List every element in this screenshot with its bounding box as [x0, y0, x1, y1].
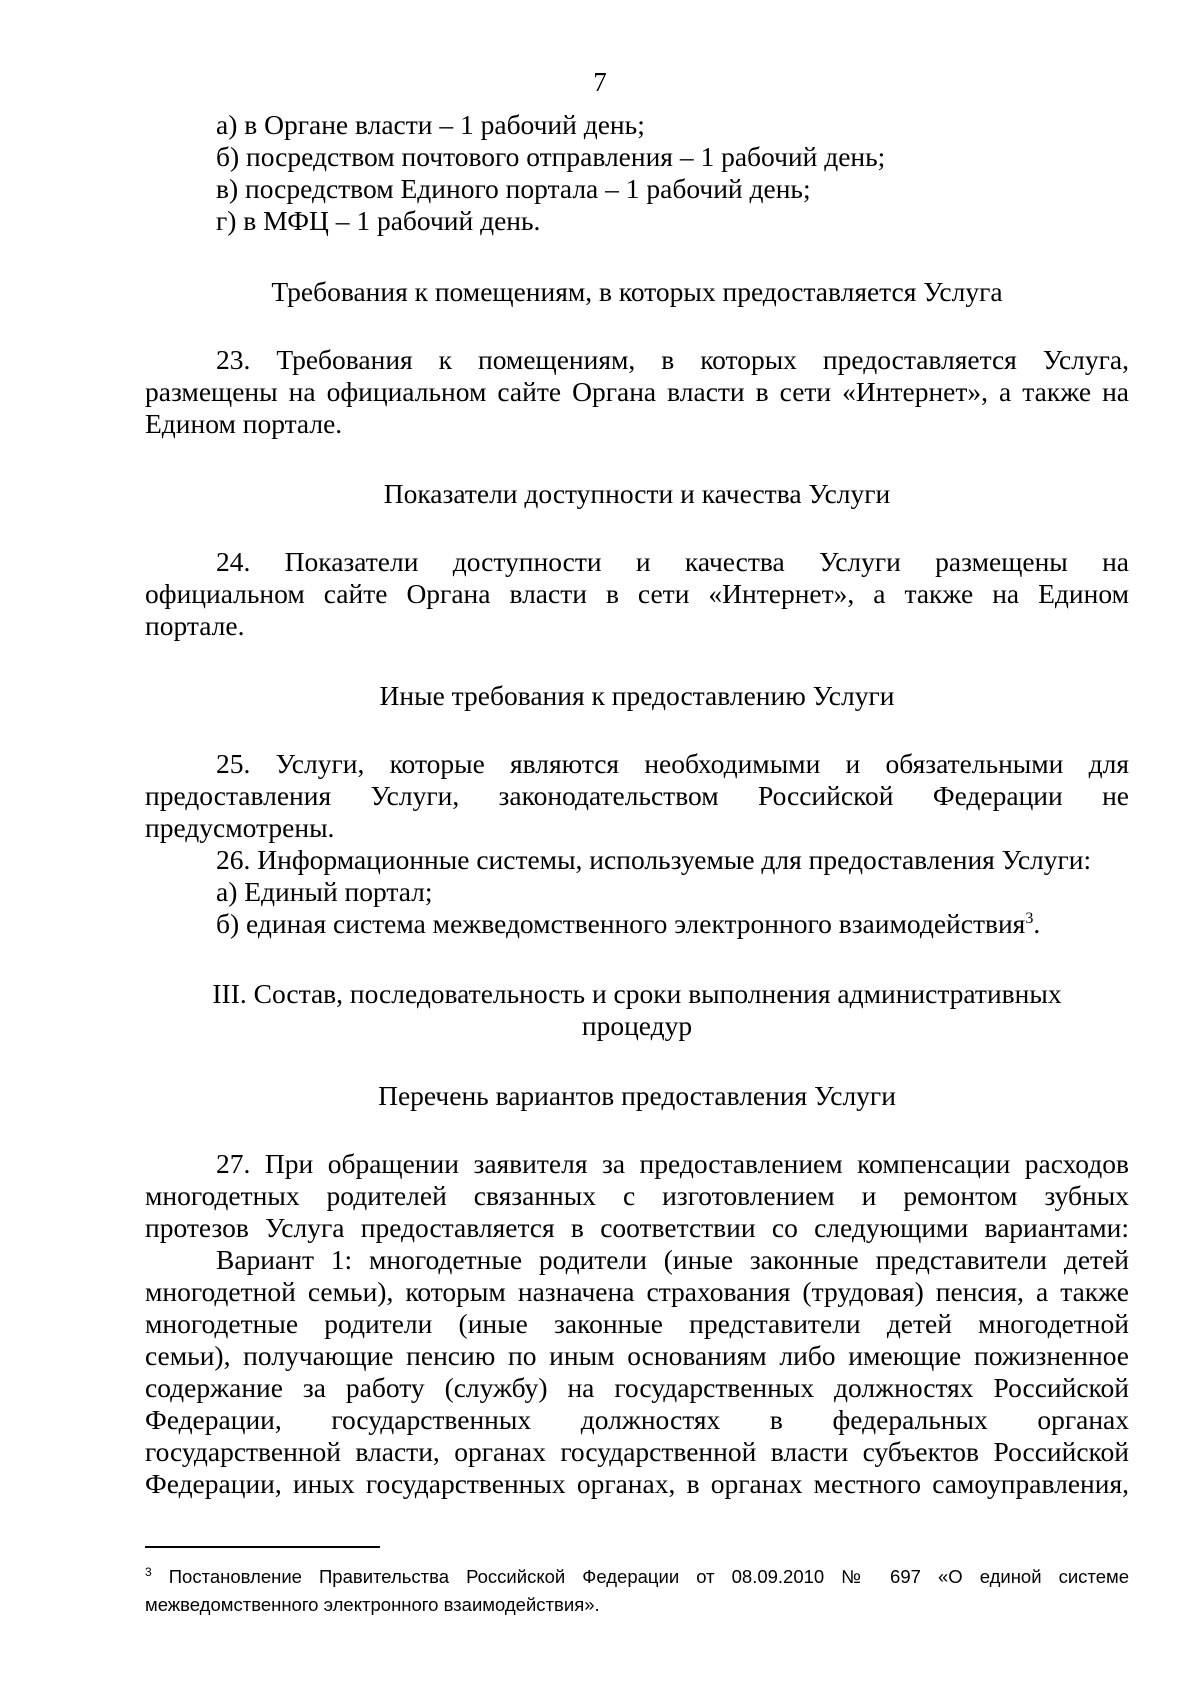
variant-1-line: Федерации, государственных должностях в федеральных органах — [145, 1404, 1129, 1435]
paragraph-23-line: Едином портале. — [145, 408, 343, 439]
paragraph-24-line: портале. — [145, 610, 245, 641]
paragraph-27-line: 27. При обращении заявителя за предоставлением компенсации расходов — [216, 1148, 1129, 1179]
list-item: в) посредством Единого портала – 1 рабочий день; — [216, 173, 811, 204]
variant-1-line: государственной власти, органах государственной власти субъектов Российской — [145, 1436, 1129, 1467]
chapter-heading-line: процедур — [581, 1010, 693, 1041]
footnote-mark: 3 — [145, 1564, 152, 1579]
footnote-line: межведомственного электронного взаимодействия». — [145, 1594, 600, 1615]
paragraph-25-line: 25. Услуги, которые являются необходимыми и обязательными для — [216, 748, 1129, 779]
footnote-text: Постановление Правительства Российской Федерации от 08.09.2010 № 697 «О единой системе — [151, 1566, 1129, 1587]
section-heading-other-requirements: Иные требования к предоставлению Услуги — [379, 680, 895, 711]
footnote-separator — [145, 1546, 380, 1548]
variant-1-line: Вариант 1: многодетные родители (иные законные представители детей — [216, 1244, 1129, 1275]
list-item: а) в Органе власти – 1 рабочий день; — [216, 109, 645, 140]
list-item-with-footnote — [216, 908, 1040, 940]
section-heading-indicators: Показатели доступности и качества Услуги — [383, 478, 891, 509]
paragraph-24-line: официальном сайте Органа власти в сети «Интернет», а также на Едином — [145, 578, 1129, 609]
variant-1-line: многодетной семьи), которым назначена страхования (трудовая) пенсия, а также — [145, 1276, 1129, 1307]
footnote-reference: 3 — [1025, 909, 1034, 927]
footnote-line — [145, 1563, 1129, 1591]
list-item-text: б) единая система межведомственного электронного взаимодействия — [216, 908, 1026, 939]
paragraph-24-line: 24. Показатели доступности и качества Услуги размещены на — [216, 546, 1129, 577]
section-heading-premises: Требования к помещениям, в которых предоставляется Услуга — [271, 276, 1003, 307]
list-item: б) посредством почтового отправления – 1 рабочий день; — [216, 141, 886, 172]
paragraph-27-line: многодетных родителей связанных с изготовлением и ремонтом зубных — [145, 1180, 1129, 1211]
paragraph-23-line: размещены на официальном сайте Органа власти в сети «Интернет», а также на — [145, 376, 1129, 407]
variant-1-line: Федерации, иных государственных органах, в органах местного самоуправления, — [145, 1468, 1129, 1499]
paragraph-27-line: протезов Услуга предоставляется в соответствии со следующими вариантами: — [145, 1212, 1129, 1243]
variant-1-line: содержание за работу (службу) на государственных должностях Российской — [145, 1372, 1129, 1403]
variant-1-line: многодетные родители (иные законные представители детей многодетной — [145, 1308, 1129, 1339]
paragraph-25-line: предусмотрены. — [145, 812, 335, 843]
list-item: а) Единый портал; — [216, 876, 433, 907]
list-item: г) в МФЦ – 1 рабочий день. — [216, 205, 541, 236]
page-number: 7 — [593, 67, 607, 97]
paragraph-23-line: 23. Требования к помещениям, в которых предоставляется Услуга, — [216, 344, 1129, 375]
list-item-end: . — [1033, 908, 1041, 939]
section-heading-variants: Перечень вариантов предоставления Услуги — [378, 1080, 896, 1111]
chapter-heading-line: III. Состав, последовательность и сроки выполнения административных — [212, 978, 1062, 1009]
paragraph-25-line: предоставления Услуги, законодательством Российской Федерации не — [145, 780, 1129, 811]
variant-1-line: семьи), получающие пенсию по иным основаниям либо имеющие пожизненное — [145, 1340, 1129, 1371]
paragraph-26-intro: 26. Информационные системы, используемые для предоставления Услуги: — [216, 844, 1092, 875]
